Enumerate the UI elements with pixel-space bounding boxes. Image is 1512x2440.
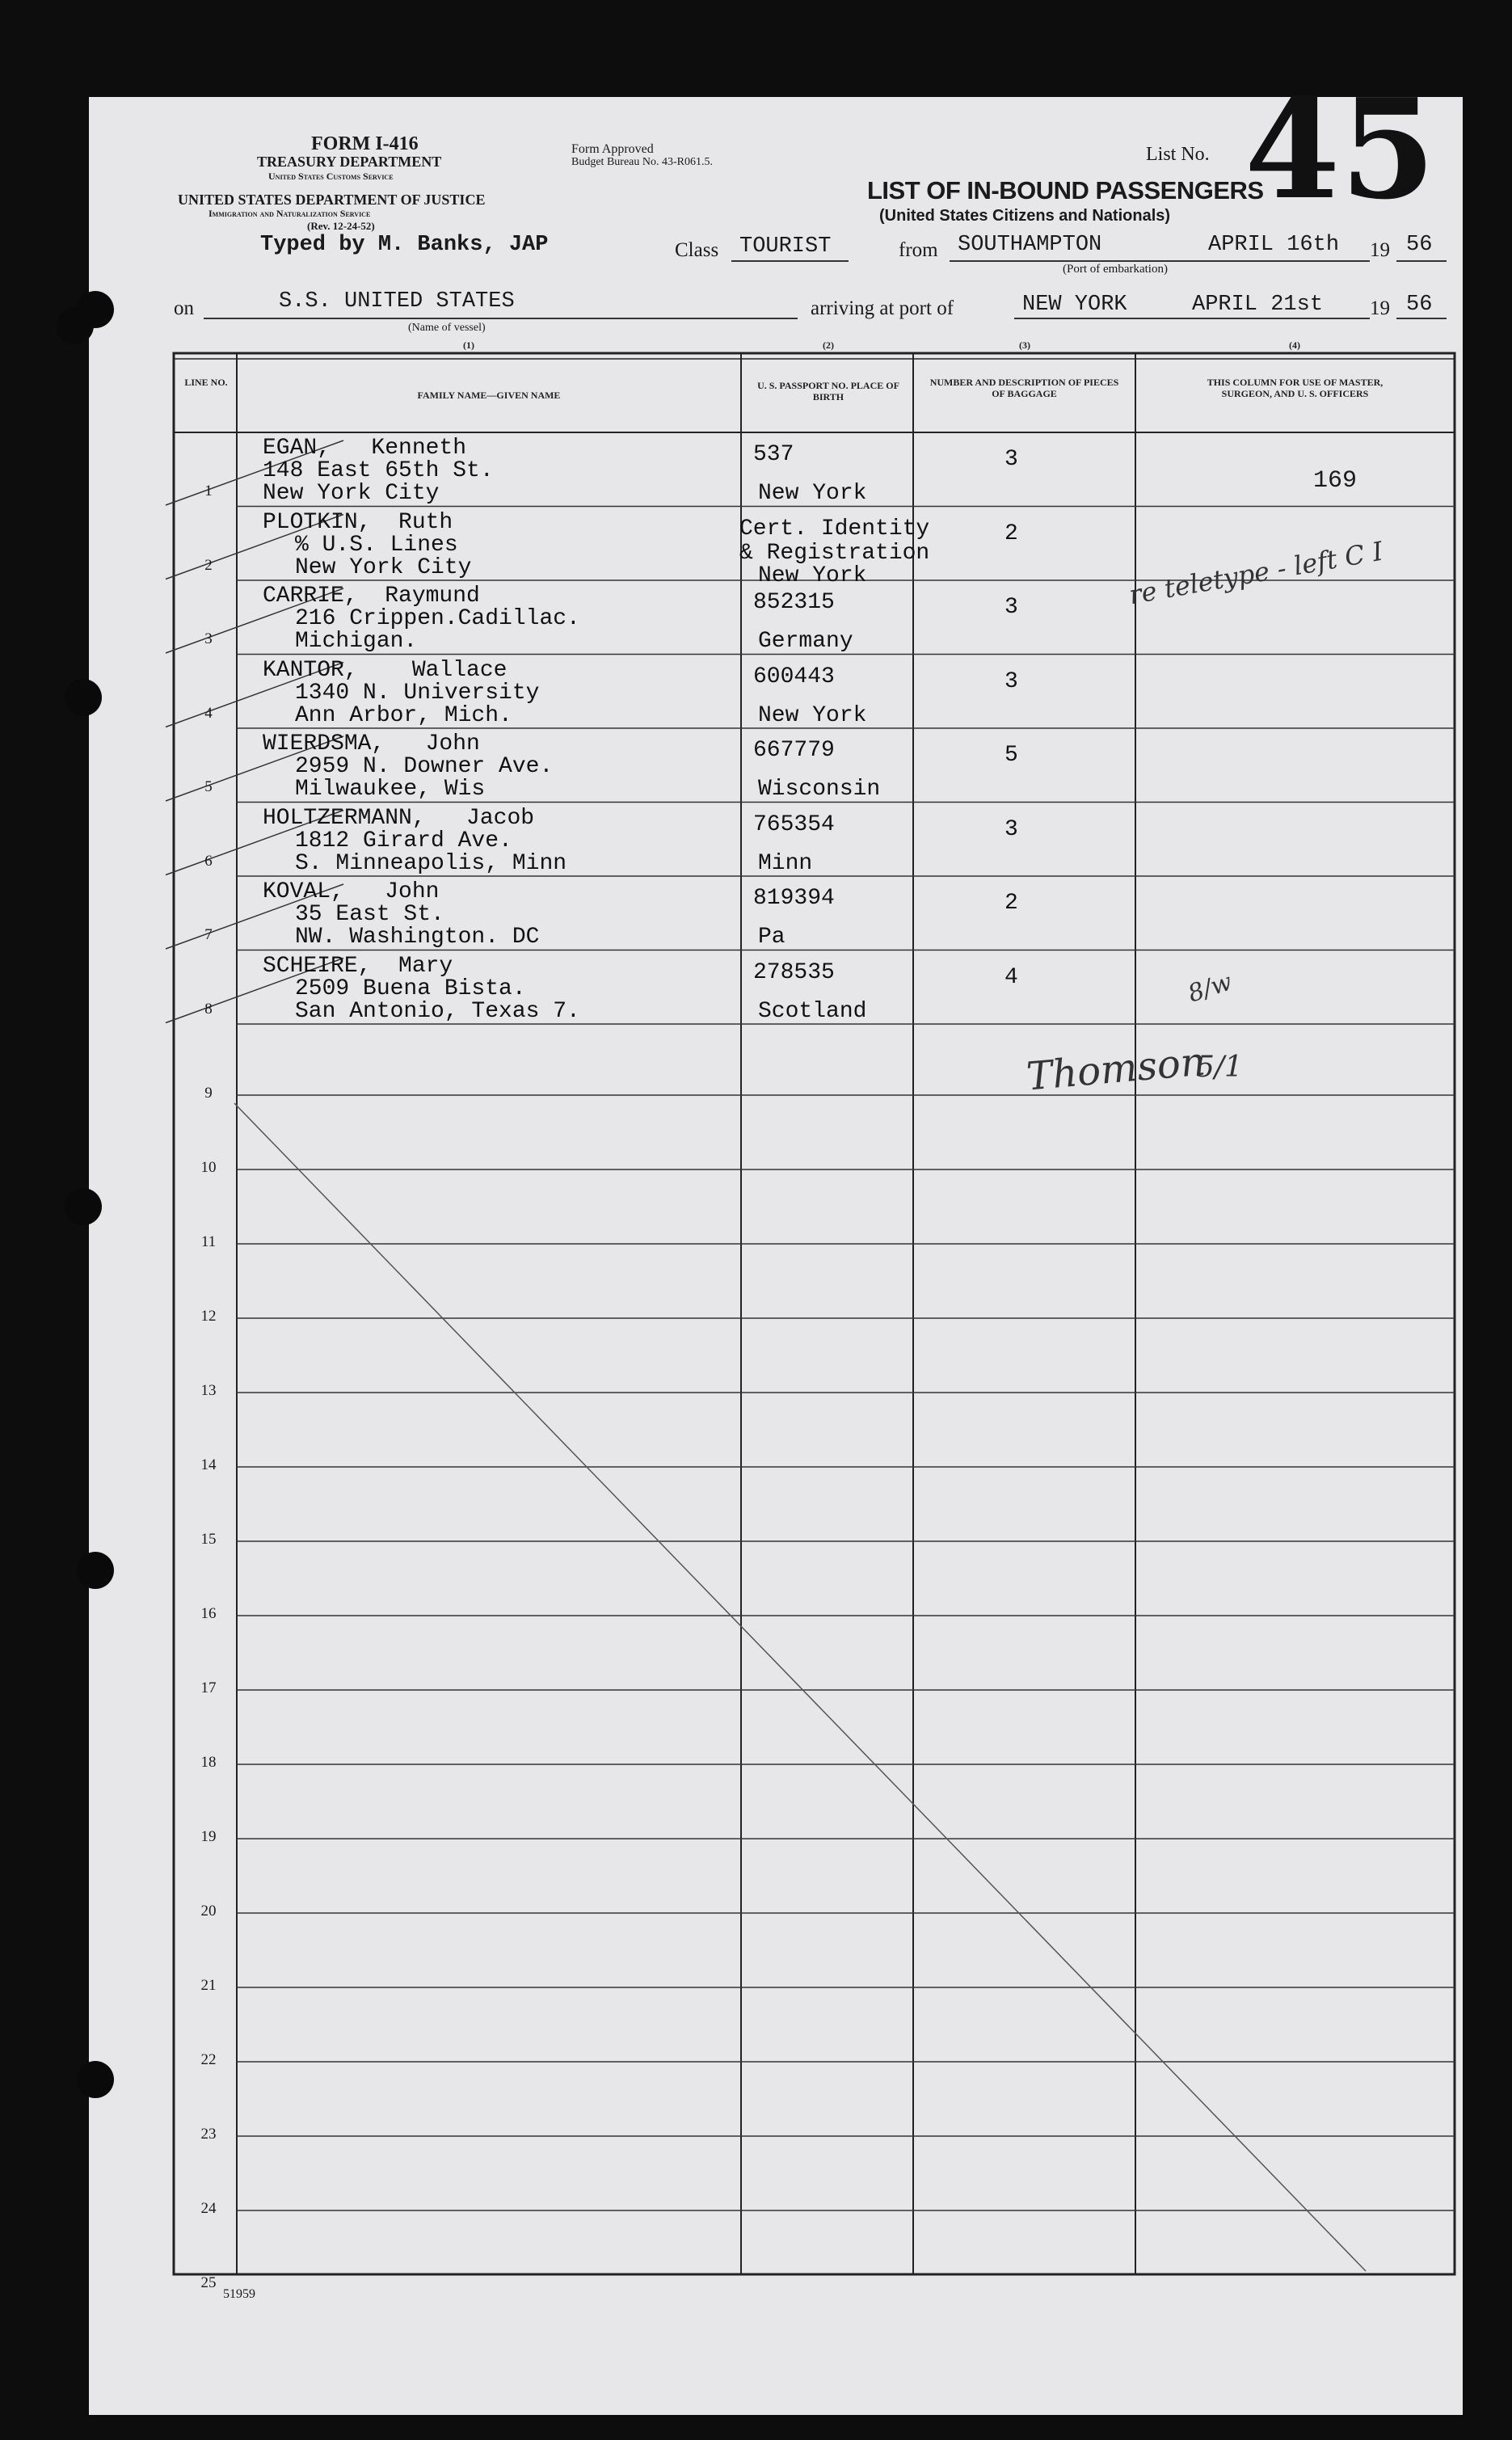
passport-number: 852315	[753, 590, 835, 615]
officer-note-8: 8/w	[1184, 967, 1236, 1009]
form-revision: (Rev. 12-24-52)	[307, 220, 375, 232]
passport-number: 537	[753, 442, 794, 467]
line-number: 8	[204, 1000, 213, 1018]
arrival-port: NEW YORK	[1022, 293, 1127, 317]
line-number: 18	[200, 1754, 217, 1771]
list-no-value: 45	[1245, 69, 1436, 230]
passenger-city: Milwaukee, Wis	[295, 777, 486, 802]
passenger-address: 216 Crippen.Cadillac.	[295, 606, 580, 631]
class-value: TOURIST	[739, 234, 832, 259]
passenger-name: EGAN, Kenneth	[263, 436, 467, 461]
baggage-count: 4	[1004, 964, 1018, 990]
place-of-birth: Germany	[758, 629, 853, 654]
officer-note-1: 169	[1313, 467, 1358, 495]
passenger-city: NW. Washington. DC	[295, 925, 540, 950]
place-of-birth-2: New York	[758, 563, 867, 588]
footer-code: 51959	[223, 2287, 255, 2301]
line-number: 1	[204, 483, 213, 499]
agency-treasury: TREASURY DEPARTMENT	[257, 154, 442, 170]
baggage-count: 2	[1004, 520, 1018, 546]
officer-signature: Thomson	[1024, 1039, 1207, 1100]
place-of-birth: Minn	[758, 850, 813, 876]
passport-number: 765354	[753, 811, 835, 837]
passenger-address: 2509 Buena Bista.	[295, 976, 526, 1001]
line-number: 13	[200, 1382, 217, 1399]
passenger-address: % U.S. Lines	[295, 532, 458, 558]
col3-number: (3)	[1019, 339, 1030, 351]
col-line-no: LINE NO.	[184, 377, 228, 388]
budget-bureau: Budget Bureau No. 43-R061.5.	[571, 156, 713, 168]
passport-number: 819394	[753, 886, 835, 911]
place-of-birth: New York	[758, 702, 867, 728]
vessel-name: S.S. UNITED STATES	[279, 289, 515, 314]
place-of-birth: Wisconsin	[758, 777, 881, 802]
line-number: 2	[204, 556, 213, 574]
line-number: 15	[200, 1531, 217, 1548]
arriving-label: arriving at port of	[811, 297, 954, 319]
line-number: 22	[200, 2051, 217, 2068]
baggage-count: 5	[1004, 743, 1018, 768]
form-number: FORM I-416	[311, 133, 419, 154]
line-number: 11	[200, 1233, 217, 1250]
passenger-address: 35 East St.	[295, 902, 444, 927]
passenger-address: 1340 N. University	[295, 680, 540, 706]
officer-note-2: re teletype - left C I	[1127, 535, 1386, 611]
passenger-name: PLOTKIN, Ruth	[263, 509, 453, 535]
passenger-address: 148 East 65th St.	[263, 458, 494, 483]
passenger-city: New York City	[263, 481, 440, 506]
passport-number: 600443	[753, 664, 835, 689]
void-slash-line	[234, 1103, 1366, 2271]
departure-year: 56	[1406, 233, 1433, 257]
line-number: 16	[200, 1605, 217, 1622]
on-label: on	[174, 297, 194, 319]
arrival-year-prefix: 19	[1370, 297, 1390, 319]
signature-mark: 5/1	[1196, 1051, 1243, 1084]
passenger-name: KANTOR, Wallace	[263, 657, 508, 683]
departure-year-prefix: 19	[1370, 239, 1390, 261]
baggage-count: 3	[1004, 595, 1018, 620]
col1-number: (1)	[463, 339, 474, 351]
place-of-birth: & Registration	[739, 540, 930, 566]
col2-header: U. S. PASSPORT NO. PLACE OF BIRTH	[757, 380, 899, 402]
embark-caption: (Port of embarkation)	[1063, 263, 1168, 276]
line-number: 19	[200, 1828, 217, 1845]
baggage-count: 3	[1004, 447, 1018, 472]
line-number: 20	[200, 1903, 217, 1920]
col1-header: FAMILY NAME—GIVEN NAME	[417, 390, 561, 401]
passenger-name: HOLTZERMANN, Jacob	[263, 805, 535, 831]
passenger-address: 2959 N. Downer Ave.	[295, 754, 554, 779]
passenger-name: SCHEIRE, Mary	[263, 953, 453, 979]
passenger-name: KOVAL, John	[263, 879, 440, 904]
col4-number: (4)	[1289, 339, 1300, 351]
place-of-birth: New York	[758, 481, 867, 506]
baggage-count: 3	[1004, 668, 1018, 694]
line-number: 5	[204, 778, 213, 795]
passenger-address: 1812 Girard Ave.	[295, 828, 512, 853]
list-no-label: List No.	[1146, 144, 1210, 165]
place-of-birth: Scotland	[758, 998, 867, 1024]
line-number: 7	[204, 926, 213, 943]
vessel-caption: (Name of vessel)	[408, 322, 486, 334]
line-number: 12	[200, 1308, 217, 1325]
agency-customs: United States Customs Service	[268, 171, 394, 182]
line-number: 17	[200, 1679, 217, 1696]
form-title: LIST OF IN-BOUND PASSENGERS	[867, 176, 1264, 204]
arrival-date: APRIL 21st	[1192, 293, 1324, 317]
passenger-city: New York City	[295, 554, 472, 580]
agency-ins: Immigration and Naturalization Service	[208, 208, 371, 219]
line-number: 6	[204, 852, 213, 870]
passport-number: 278535	[753, 959, 835, 985]
col3-header: NUMBER AND DESCRIPTION OF PIECES OF BAGGAGE	[929, 377, 1119, 399]
line-number: 23	[200, 2126, 217, 2143]
passenger-name: WIERDSMA, John	[263, 731, 480, 756]
line-number: 9	[204, 1085, 213, 1102]
form-subtitle: (United States Citizens and Nationals)	[879, 207, 1171, 225]
line-number: 4	[204, 704, 213, 722]
departure-date: APRIL 16th	[1208, 233, 1340, 257]
passport-number: 667779	[753, 738, 835, 763]
col2-number: (2)	[823, 339, 834, 351]
line-number: 14	[200, 1456, 217, 1473]
form-approved: Form Approved	[571, 142, 654, 156]
class-label: Class	[675, 239, 719, 261]
line-number: 3	[204, 630, 213, 647]
col4-header: THIS COLUMN FOR USE OF MASTER, SURGEON, AND U. S. OFFICERS	[1207, 377, 1384, 399]
embark-port: SOUTHAMPTON	[958, 233, 1102, 257]
baggage-count: 2	[1004, 891, 1018, 916]
place-of-birth: Pa	[758, 925, 785, 950]
line-number: 21	[200, 1977, 217, 1994]
from-label: from	[899, 239, 938, 261]
passenger-city: San Antonio, Texas 7.	[295, 998, 580, 1024]
passenger-city: Michigan.	[295, 629, 418, 654]
passport-number: Cert. Identity	[739, 516, 930, 542]
passenger-name: CARRIE, Raymund	[263, 584, 480, 609]
line-number: 24	[200, 2200, 217, 2217]
arrival-year: 56	[1406, 293, 1433, 317]
passenger-city: S. Minneapolis, Minn	[295, 850, 567, 876]
line-number: 25	[200, 2274, 217, 2291]
line-number: 10	[200, 1159, 217, 1176]
agency-justice: UNITED STATES DEPARTMENT OF JUSTICE	[178, 192, 486, 208]
baggage-count: 3	[1004, 816, 1018, 842]
passenger-city: Ann Arbor, Mich.	[295, 702, 512, 728]
typed-by: Typed by M. Banks, JAP	[260, 233, 549, 257]
